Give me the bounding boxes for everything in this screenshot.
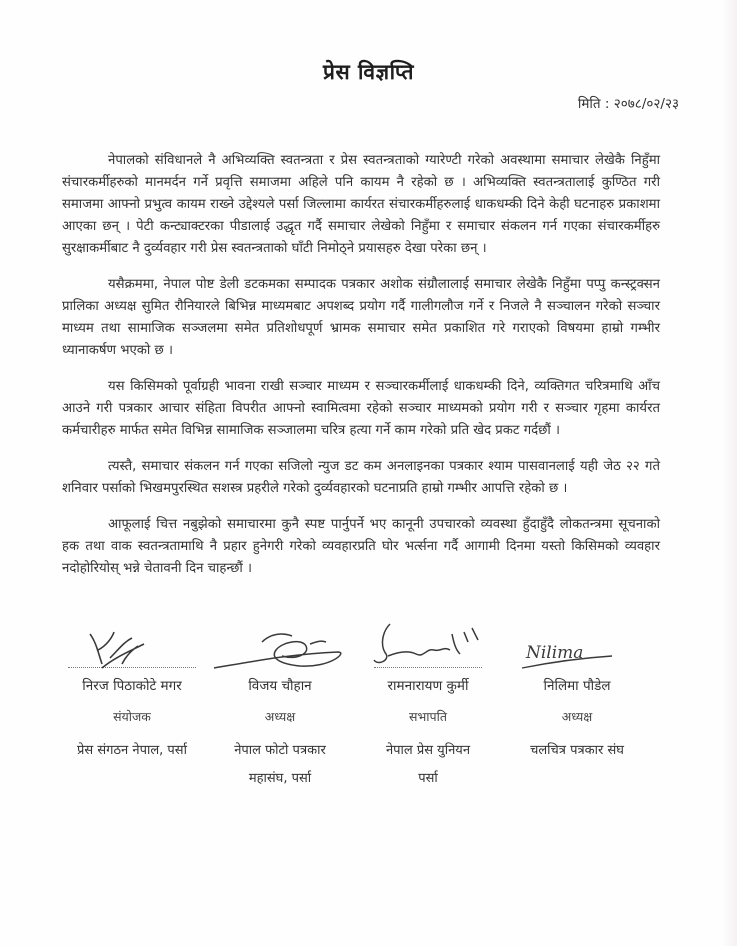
handwritten-signature-icon [62,628,202,674]
signatory-org-line2: महासंघ, पर्सा [248,771,312,786]
signatory-name: निलिमा पौडेल [543,678,611,694]
document-title: प्रेस विज्ञप्ति [323,60,414,84]
signatory-role: संयोजक [113,709,151,724]
signatory-role: अध्यक्ष [264,709,296,724]
handwritten-signature-icon [210,628,360,674]
signatory-2 [210,628,350,793]
paragraph-3: यस किसिमको पूर्वाग्रही भावना राखी सञ्चार माध्यम र सञ्चारकर्मीलाई धाकधम्की दिने, व्यक्तिगत चरित्रमाथि आँच आउने गरी पत्रकार आचार संहिता विपरीत आफ्नो स्वामित्वमा रहेको सञ्चार माध्यमको प्रयोग गरी र सञ्चार गृहमा कार्यरत कर्मचारीहरु मार्फत समेत विभिन्न सामाजिक सञ्जालमा चरित्र हत्या गर्ने काम गरेको प्रति खेद प्रकट गर्दछौं । [62,379,660,438]
signatory-org: चलचित्र पत्रकार संघ [530,743,624,758]
paragraph-5: आफूलाई चित्त नबुझेको समाचारमा कुनै स्पष्ट पार्नुपर्ने भए कानूनी उपचारको व्यवस्था हुँदाहुँदै लोकतन्त्रमा सूचनाको हक तथा वाक स्वतन्त्रतामाथि नै प्रहार हुनेगरी गरेको व्यवहारप्रति घोर भर्त्सना गर्दै आगामी दिनमा यस्तो किसिमको व्यवहार नदोहोरियोस् भन्ने चेतावनी दिन चाहन्छौं । [62,517,660,576]
signatory-1 [62,628,202,765]
paragraph-1: नेपालको संविधानले नै अभिव्यक्ति स्वतन्त्रता र प्रेस स्वतन्त्रताको ग्यारेण्टी गरेको अवस्थामा समाचार लेखेकै निहुँमा संचारकर्मीहरुको मानमर्दन गर्ने प्रवृत्ति समाजमा अहिले पनि कायम नै रहेको छ । अभिव्यक्ति स्वतन्त्रतालाई कुण्ठित गरी समाजमा आफ्नो प्रभुत्व कायम राख्ने उद्देश्यले पर्सा जिल्लामा कार्यरत संचारकर्मीहरुलाई धाकधम्की दिने केही घटनाहरु प्रकाशमा आएका छन् । पेटी कन्ट्याक्टरका पीडालाई उद्धृत गर्दै समाचार लेखेको निहुँमा र समाचार संकलन गर्न गएका संचारकर्मीहरु सुरक्षाकर्मीबाट नै दुर्व्यवहार गरी प्रेस स्वतन्त्रताको घाँटी निमोठ्ने प्रयासहरु देखा परेका छन् । [62,153,660,256]
paragraph-2: यसैक्रममा, नेपाल पोष्ट डेली डटकमका सम्पादक पत्रकार अशोक संग्रौलालाई समाचार लेखेकै निहुँमा पप्पु कन्स्ट्रक्सन प्रालिका अध्यक्ष सुमित रौनियारले बिभिन्न माध्यमबाट अपशब्द प्रयोग गर्दै गालीगलौज गर्ने र निजले नै सञ्चालन गरेको सञ्चार माध्यम तथा सामाजिक सञ्जलमा समेत प्रतिशोधपूर्ण भ्रामक समाचार समेत प्रकाशित गरे गराएको विषयमा हाम्रो गम्भीर ध्यानाकर्षण भएको छ । [62,277,660,358]
signatures-block [62,628,662,803]
signature-mark [512,628,642,674]
document-body [62,150,660,594]
signatory-4 [512,628,642,765]
signatory-org [210,737,350,793]
handwritten-signature-icon [368,620,498,670]
svg-text:Nilima: Nilima [526,643,584,663]
handwritten-signature-icon [512,628,642,674]
signatory-role: सभापति [409,709,447,724]
signatory-name: विजय चौहान [248,678,312,694]
signature-mark [368,628,488,674]
signatory-org-line1: नेपाल प्रेस युनियन [385,743,471,758]
paragraph-4: त्यस्तै, समाचार संकलन गर्न गएका सजिलो न्युज डट कम अनलाइनका पत्रकार श्याम पासवानलाई यही जेठ २२ गते शनिवार पर्साको भिखमपुरस्थित सशस्त्र प्रहरीले गरेको दुर्व्यवहारको घटनाप्रति हाम्रो गम्भीर आपत्ति रहेको छ । [62,459,660,496]
signatory-role: अध्यक्ष [561,709,593,724]
scan-edge-shade [723,0,737,946]
signatory-org: प्रेस संगठन नेपाल, पर्सा [77,743,187,758]
signatory-org [368,737,488,793]
signatory-org-line1: नेपाल फोटो पत्रकार [234,743,326,758]
signatory-org-line2: पर्सा [418,771,438,786]
document-date: मिति : २०७८/०२/२३ [577,96,679,112]
signatory-name: रामनारायण कुर्मी [387,678,469,694]
signatory-name: निरज पिठाकोटे मगर [82,678,182,694]
signature-mark [62,628,202,674]
signature-mark [210,628,350,674]
signatory-3 [368,628,488,793]
